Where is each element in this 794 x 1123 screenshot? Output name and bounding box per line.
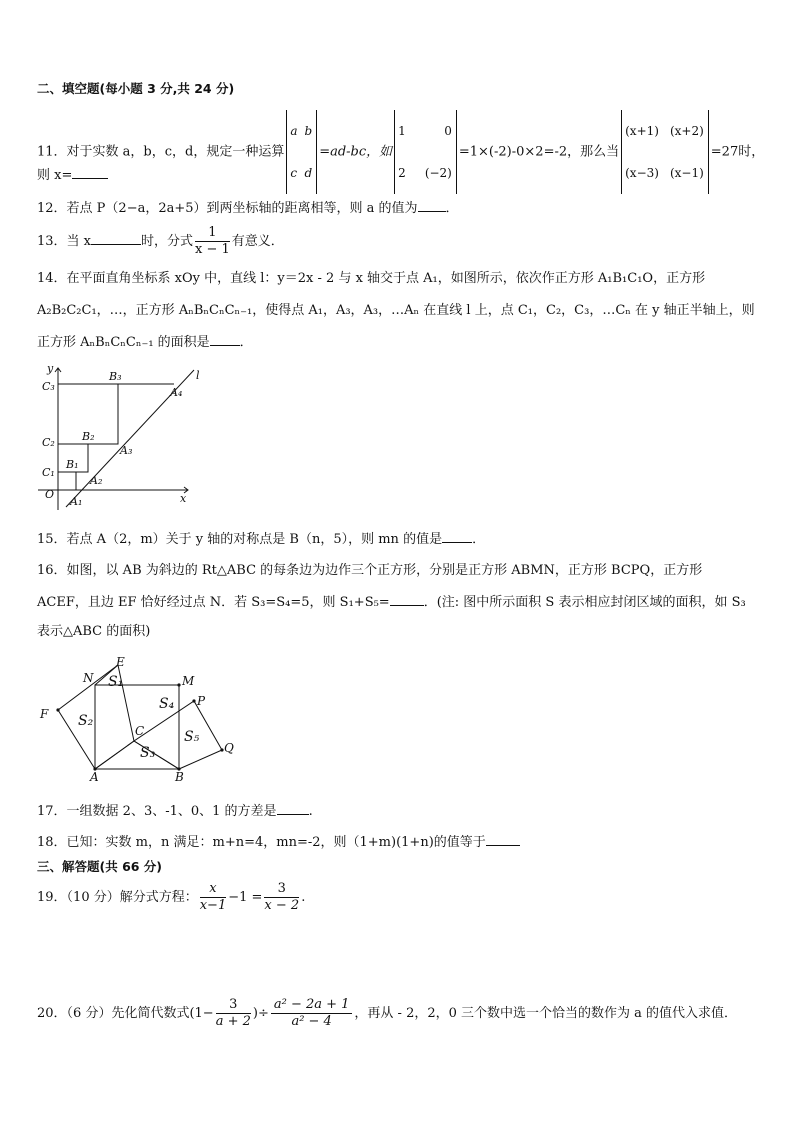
det-b: b: [304, 124, 313, 138]
label-M: M: [182, 674, 195, 688]
square-1: [58, 472, 76, 490]
q11-answer-prefix: 则 x=: [37, 168, 73, 183]
q16-line2b: ．(注: 图中所示面积 S 表示相应封闭区域的面积，如 S₃: [423, 595, 746, 610]
question-14-line-2: A₂B₂C₂C₁，…，正方形 AₙBₙCₙCₙ₋₁，使得点 A₁，A₃，A₃，…Aₙ 在直线 l 上，点 C₁，C₂，C₃，…Cₙ 在 y 轴正半轴上，则: [37, 303, 755, 318]
q19-mid: −1 =: [228, 890, 263, 905]
label-B2: B₂: [82, 430, 95, 443]
label-B3: B₃: [109, 370, 122, 383]
q11-def: =ad-bc，如: [319, 144, 393, 160]
question-16-line-1: 16．如图，以 AB 为斜边的 Rt△ABC 的每条边为边作三个正方形，分别是正方形 ABMN，正方形 BCPQ，正方形: [37, 563, 703, 578]
point-M: [177, 683, 180, 686]
question-15: [37, 530, 485, 549]
label-O: O: [45, 488, 55, 501]
q14-answer-blank: [210, 333, 240, 346]
q20-den-2: a² − 4: [291, 1014, 332, 1029]
figure-squares-on-line: [36, 362, 216, 512]
q17-end: .: [308, 804, 313, 819]
question-16-line-3: 表示△ABC 的面积): [37, 624, 151, 639]
q11-determinant-example: [394, 110, 457, 194]
label-y: y: [47, 362, 54, 375]
det-a: a: [290, 124, 298, 138]
label-F: F: [40, 707, 49, 721]
q11-determinant-equation: [621, 110, 709, 194]
question-13: [37, 224, 284, 260]
q20-lead: 20．（6 分）先化简代数式(1−: [37, 1006, 214, 1021]
q13-lead: 13．当 x: [37, 234, 92, 249]
label-N: N: [83, 671, 94, 685]
q17-answer-blank: [277, 802, 309, 815]
question-11: [37, 110, 764, 194]
label-A4: A₄: [170, 386, 183, 399]
label-C3: C₃: [42, 380, 55, 393]
q20-fraction-2: [271, 997, 353, 1030]
q17-text: 17．一组数据 2、3、-1、0、1 的方差是: [37, 804, 277, 819]
label-S1: S₁: [108, 674, 124, 690]
ex-b: 0: [444, 124, 452, 138]
q15-end: ．: [472, 532, 486, 547]
question-18: [37, 833, 520, 852]
q11-tail: =27时，: [710, 144, 765, 160]
m-b: (x+2): [669, 124, 704, 138]
question-14-line-1: 14．在平面直角坐标系 xOy 中，直线 l：y＝2x - 2 与 x 轴交于点 A₁，如图所示，依次作正方形 A₁B₁C₁O，正方形: [37, 271, 706, 286]
label-A1: A₁: [70, 495, 83, 508]
label-E: E: [116, 655, 125, 669]
label-S5: S₅: [184, 729, 200, 745]
label-l: l: [196, 369, 200, 382]
section-3-heading: 三、解答题(共 66 分): [37, 859, 163, 874]
label-S2: S₂: [78, 713, 94, 729]
m-d: (x−1): [669, 166, 704, 180]
label-A3: A₃: [120, 444, 133, 457]
q20-tail: ，再从 - 2，2，0 三个数中选一个恰当的数作为 a 的值代入求值．: [354, 1006, 738, 1021]
question-20: [37, 994, 737, 1034]
q11-example-result: =1×(-2)-0×2=-2，那么当: [458, 144, 620, 160]
label-C: C: [135, 724, 145, 738]
q19-num-1: x: [200, 881, 227, 898]
q13-end: 有意义．: [231, 234, 284, 249]
det-c: c: [290, 166, 298, 180]
m-a: (x+1): [625, 124, 659, 138]
label-A: A: [90, 770, 99, 784]
q19-fraction-1: [200, 881, 227, 914]
m-c: (x−3): [625, 166, 659, 180]
q20-fraction-1: [216, 997, 251, 1030]
q11-determinant-def: [286, 110, 317, 194]
figure-three-squares: [34, 655, 244, 785]
ex-c: 2: [398, 166, 406, 180]
question-16-line-2: [37, 593, 746, 612]
question-17: [37, 802, 313, 821]
label-C2: C₂: [42, 436, 55, 449]
label-S3: S₃: [140, 745, 156, 761]
q20-den-1: a + 2: [215, 1014, 251, 1029]
q16-answer-blank: [390, 593, 424, 606]
question-19: [37, 878, 305, 918]
q18-answer-blank: [486, 833, 520, 846]
label-S4: S₄: [159, 696, 175, 712]
ex-a: 1: [398, 124, 406, 138]
q19-num-2: 3: [264, 881, 299, 898]
q20-num-1: 3: [216, 997, 251, 1014]
q20-num-2: a² − 2a + 1: [271, 997, 353, 1014]
q13-fraction: [195, 225, 230, 258]
label-x: x: [180, 492, 187, 505]
q15-answer-blank: [442, 530, 472, 543]
q19-lead: 19．（10 分）解分式方程：: [37, 890, 198, 905]
q14-end: ．: [239, 335, 253, 350]
q13-mid: 时，分式: [141, 234, 194, 249]
q12-answer-blank: [418, 199, 446, 212]
question-11-answer-line: [37, 166, 108, 185]
q19-den-1: x−1: [199, 898, 227, 913]
label-C1: C₁: [42, 466, 55, 479]
q14-line3-text: 正方形 AₙBₙCₙCₙ₋₁ 的面积是: [37, 335, 210, 350]
section-2-heading: 二、填空题(每小题 3 分,共 24 分): [37, 81, 235, 96]
label-P: P: [197, 694, 206, 708]
q19-den-2: x − 2: [264, 898, 300, 913]
q18-text: 18．已知：实数 m，n 满足：m+n=4，mn=-2，则（1+m)(1+n)的值等于: [37, 835, 486, 850]
question-12: [37, 199, 459, 218]
q16-line2a: ACEF，且边 EF 恰好经过点 N．若 S₃=S₄=5，则 S₁+S₅=: [37, 595, 390, 610]
det-d: d: [304, 166, 313, 180]
q13-answer-blank: [91, 232, 141, 245]
q11-lead: 11．对于实数 a，b，c，d，规定一种运算: [37, 144, 285, 160]
q13-numerator: 1: [195, 225, 230, 242]
ex-d: (−2): [424, 166, 452, 180]
point-P: [192, 699, 195, 702]
point-F: [56, 708, 59, 711]
q15-text: 15．若点 A（2，m）关于 y 轴的对称点是 B（n，5），则 mn 的值是: [37, 532, 443, 547]
q12-text: 12．若点 P（2−a，2a+5）到两坐标轴的距离相等，则 a 的值为: [37, 201, 418, 216]
q19-end: .: [301, 890, 306, 905]
q20-mid: )÷: [252, 1006, 269, 1021]
question-14-line-3: [37, 333, 253, 352]
q13-denominator: x − 1: [195, 242, 230, 257]
label-Q: Q: [224, 741, 234, 755]
q19-fraction-2: [264, 881, 299, 914]
label-B: B: [175, 770, 184, 784]
q12-end: ．: [445, 201, 459, 216]
label-A2: A₂: [90, 474, 103, 487]
label-B1: B₁: [66, 458, 79, 471]
q11-answer-blank: [72, 166, 108, 179]
